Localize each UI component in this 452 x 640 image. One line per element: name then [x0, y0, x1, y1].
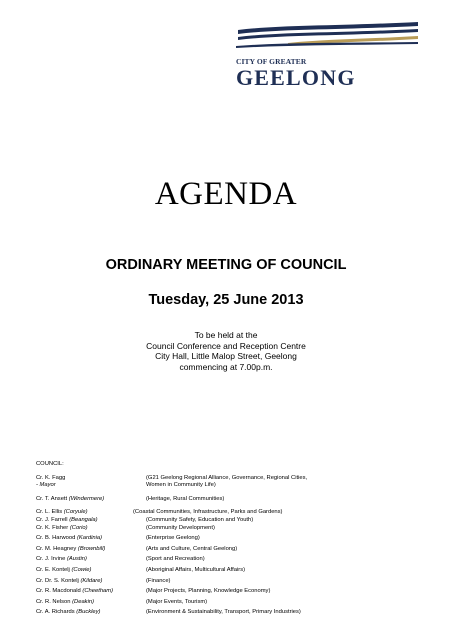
- mayor-name: Cr. K. Fagg: [36, 474, 66, 481]
- council-member-row: Cr. K. Fisher (Corio) (Community Development): [36, 524, 215, 531]
- logo-line2: GEELONG: [236, 65, 356, 90]
- mayor-role-2: Women in Community Life): [146, 482, 216, 489]
- meeting-subtitle: ORDINARY MEETING OF COUNCIL: [105, 257, 347, 273]
- council-heading: COUNCIL:: [36, 461, 64, 467]
- council-member-row: Cr. A. Richards (Buckley) (Environment & Sustainability, Transport, Primary Industries): [36, 609, 301, 616]
- city-of-greater-geelong-logo: [228, 20, 428, 98]
- council-member-row: Cr. L. Ellis (Coryule) (Coastal Communities, Infrastructure, Parks and Gardens): [36, 509, 283, 516]
- council-member-row: Cr. J. Irvine (Austin) (Sport and Recreation): [36, 556, 205, 563]
- venue-line: commencing at 7.00p.m.: [179, 361, 273, 372]
- mayor-row: [36, 475, 446, 483]
- venue-block: [0, 330, 452, 372]
- council-member-row: Cr. M. Heagney (Brownbill) (Arts and Culture, Central Geelong): [36, 545, 238, 552]
- venue-line: City Hall, Little Malop Street, Geelong: [155, 351, 297, 361]
- mayor-row-2: [36, 482, 446, 490]
- logo-wave-icon: [228, 20, 428, 60]
- page-title: AGENDA: [154, 176, 298, 212]
- council-member-row: Cr. R. Macdonald (Cheetham) (Major Projects, Planning, Knowledge Economy): [36, 588, 271, 595]
- council-member-row: Cr. J. Farrell (Beangala) (Community Safety, Education and Youth): [36, 516, 254, 523]
- mayor-role: (G21 Geelong Regional Alliance, Governance, Regional Cities,: [146, 474, 308, 481]
- venue-line: To be held at the: [194, 330, 258, 340]
- council-member-row: Cr. R. Nelson (Deakin) (Major Events, Tourism): [36, 598, 208, 605]
- venue-line: Council Conference and Reception Centre: [146, 340, 306, 351]
- council-member-row: Cr. T. Ansett (Windermere) (Heritage, Rural Communities): [36, 495, 225, 502]
- council-list: [36, 461, 446, 617]
- meeting-date: Tuesday, 25 June 2013: [148, 292, 304, 308]
- council-member-row: Cr. E. Kontelj (Cowie) (Aboriginal Affairs, Multicultural Affairs): [36, 566, 246, 573]
- logo-line1: CITY OF GREATER: [236, 57, 307, 66]
- council-member-row: Cr. Dr. S. Kontelj (Kildare) (Finance): [36, 577, 171, 584]
- council-member-row: Cr. B. Harwood (Kardinia) (Enterprise Geelong): [36, 535, 200, 542]
- mayor-title: - Mayor: [36, 482, 56, 489]
